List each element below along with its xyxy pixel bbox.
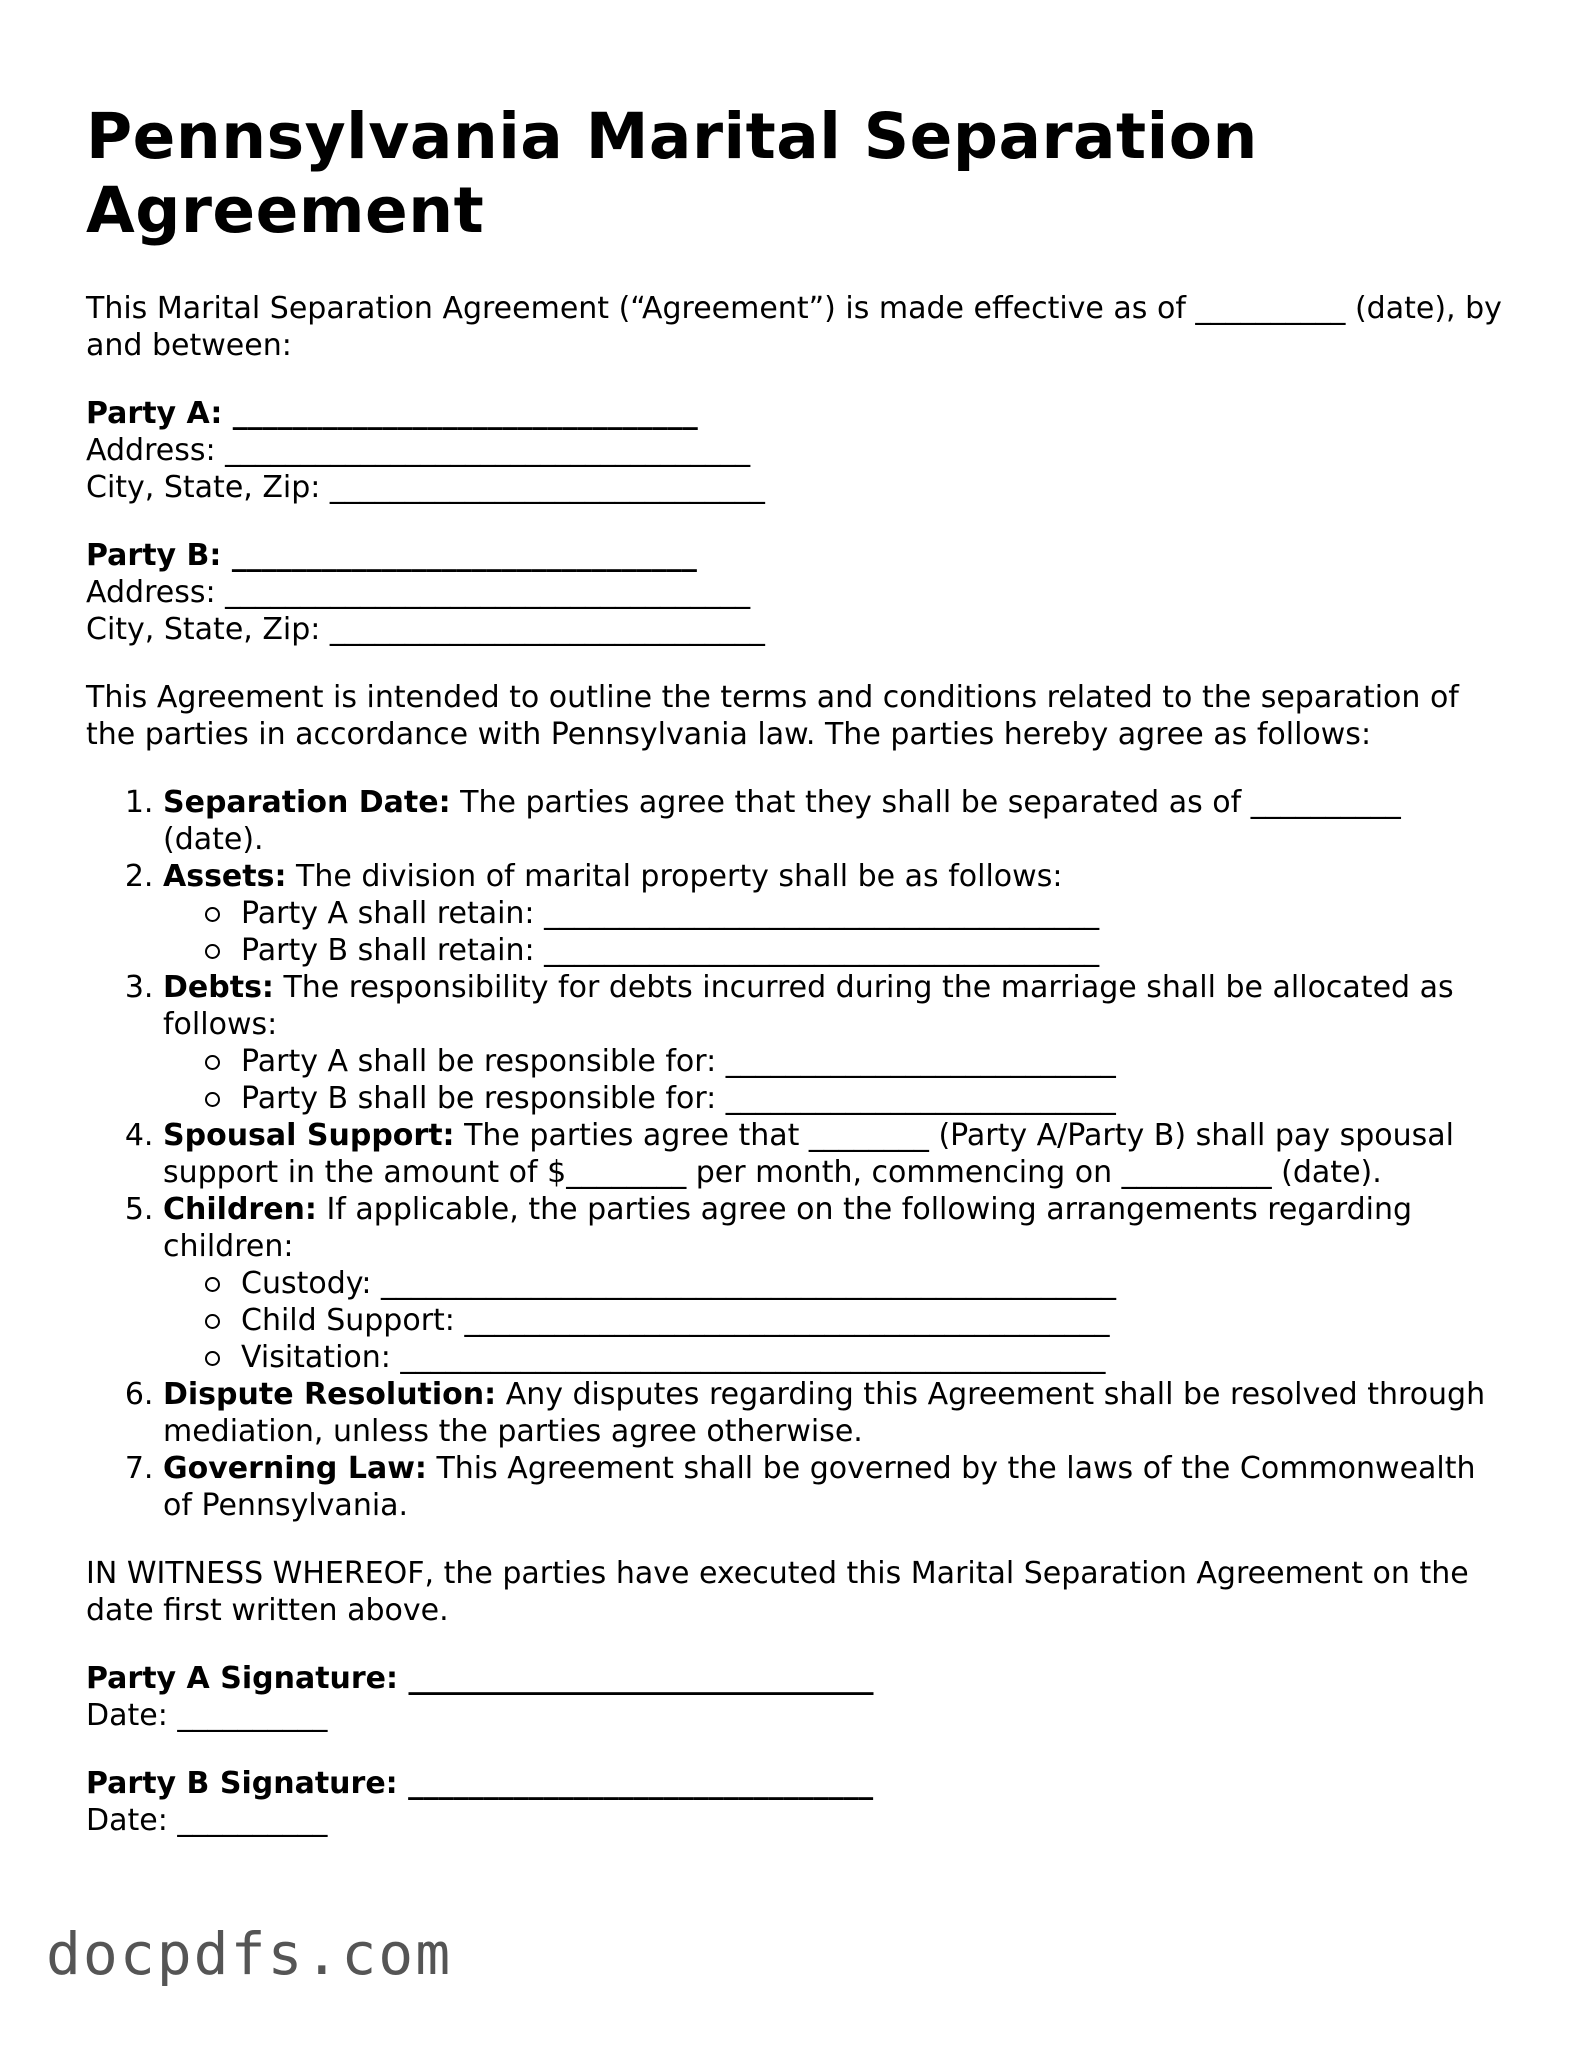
party-a-label: Party A: — [86, 396, 223, 431]
sub-item: Custody: _________________________________________________ — [205, 1265, 1506, 1302]
party-a-city-line: City, State, Zip: _____________________________ — [86, 470, 765, 505]
term-text: The responsibility for debts incurred during the marriage shall be allocated as follows: — [163, 970, 1454, 1042]
term-item — [163, 784, 1506, 858]
term-item — [163, 1191, 1506, 1376]
sub-item: Party A shall be responsible for: __________________________ — [205, 1043, 1506, 1080]
term-item — [163, 1450, 1506, 1524]
sub-item: Party B shall be responsible for: __________________________ — [205, 1080, 1506, 1117]
signature-a-block — [86, 1660, 1506, 1734]
debts-sublist — [163, 1043, 1506, 1117]
signature-b-blank: _______________________________ — [397, 1766, 874, 1801]
party-a-block — [86, 395, 1506, 506]
term-item — [163, 1376, 1506, 1450]
sub-item: Child Support: ___________________________________________ — [205, 1302, 1506, 1339]
party-b-city-line: City, State, Zip: _____________________________ — [86, 612, 765, 647]
children-sublist — [163, 1265, 1506, 1376]
term-heading: Separation Date: — [163, 785, 451, 820]
signature-b-label: Party B Signature: — [86, 1766, 398, 1801]
signature-a-line — [86, 1660, 1506, 1697]
party-a-name-line — [86, 395, 1506, 432]
sub-item: Party A shall retain: _____________________________________ — [205, 895, 1506, 932]
party-b-address-line: Address: ___________________________________ — [86, 575, 751, 610]
assets-sublist — [163, 895, 1506, 969]
term-item — [163, 1117, 1506, 1191]
term-item — [163, 969, 1506, 1117]
witness-paragraph: IN WITNESS WHEREOF, the parties have executed this Marital Separation Agreement on the date first written above. — [86, 1556, 1469, 1628]
term-heading: Governing Law: — [163, 1451, 427, 1486]
sub-item: Visitation: _______________________________________________ — [205, 1339, 1506, 1376]
term-heading: Spousal Support: — [163, 1118, 455, 1153]
term-heading: Children: — [163, 1192, 317, 1227]
signature-b-date: Date: __________ — [86, 1803, 328, 1838]
term-heading: Dispute Resolution: — [163, 1377, 497, 1412]
term-text: The parties agree that ________ (Party A/Party B) shall pay spousal support in the amount of $________ per month, commencing on __________ (date). — [163, 1118, 1454, 1190]
party-a-address-line: Address: ___________________________________ — [86, 433, 751, 468]
party-b-block — [86, 537, 1506, 648]
party-a-name-blank: _______________________________ — [222, 396, 698, 431]
term-text: Any disputes regarding this Agreement shall be resolved through mediation, unless the parties agree otherwise. — [163, 1377, 1486, 1449]
term-item — [163, 858, 1506, 969]
purpose-paragraph: This Agreement is intended to outline the terms and conditions related to the separation of the parties in accordance with Pennsylvania law. The parties hereby agree as follows: — [86, 680, 1459, 752]
term-heading: Debts: — [163, 970, 274, 1005]
party-b-name-line — [86, 537, 1506, 574]
signature-b-block — [86, 1765, 1506, 1839]
signature-a-date: Date: __________ — [86, 1698, 328, 1733]
signature-a-blank: _______________________________ — [398, 1661, 874, 1696]
intro-paragraph: This Marital Separation Agreement (“Agreement”) is made effective as of __________ (date), by and between: — [86, 291, 1502, 363]
terms-list — [86, 784, 1506, 1524]
term-text: The division of marital property shall be as follows: — [286, 859, 1063, 894]
term-text: The parties agree that they shall be separated as of __________ (date). — [163, 785, 1401, 857]
sub-item: Party B shall retain: _____________________________________ — [205, 932, 1506, 969]
signature-b-line — [86, 1765, 1506, 1802]
document-page — [86, 100, 1506, 1870]
term-text: This Agreement shall be governed by the laws of the Commonwealth of Pennsylvania. — [163, 1451, 1476, 1523]
term-text: If applicable, the parties agree on the following arrangements regarding children: — [163, 1192, 1413, 1264]
signature-a-label: Party A Signature: — [86, 1661, 399, 1696]
page-title: Pennsylvania Marital Separation Agreement — [86, 100, 1258, 247]
watermark: docpdfs.com — [46, 1920, 453, 1988]
party-b-name-blank: _______________________________ — [221, 538, 697, 573]
term-heading: Assets: — [163, 859, 287, 894]
party-b-label: Party B: — [86, 538, 222, 573]
